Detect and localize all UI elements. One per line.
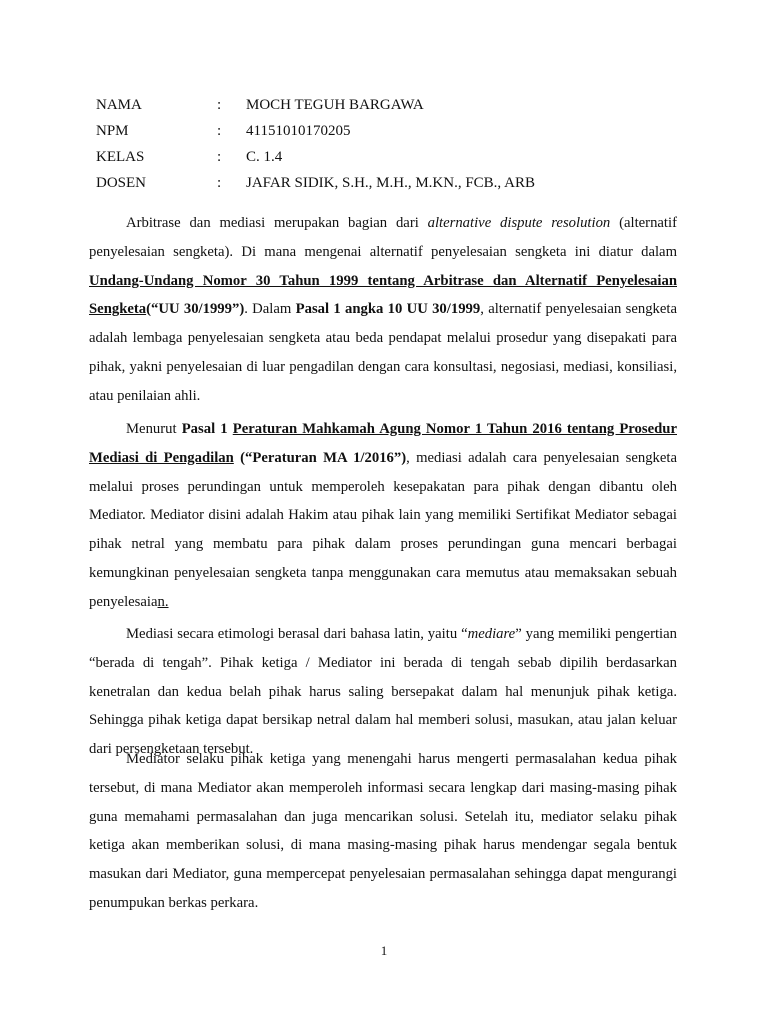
paragraph-etimologi xyxy=(89,620,677,764)
info-row-nama xyxy=(96,92,686,118)
paragraph-mediator-role xyxy=(89,745,677,918)
info-value: MOCH TEGUH BARGAWA xyxy=(246,97,424,113)
regulation-abbreviation: (“Peraturan MA 1/2016”) xyxy=(240,449,407,466)
body-text: . Dalam xyxy=(244,301,296,318)
article-reference: Pasal 1 xyxy=(181,421,228,437)
info-colon: : xyxy=(217,123,222,139)
body-text: Arbitrase dan mediasi merupakan bagian dari xyxy=(126,215,428,231)
italic-term: alternative dispute resolution xyxy=(427,215,611,231)
body-text: Mediasi secara etimologi berasal dari bahasa latin, yaitu “ xyxy=(126,626,468,642)
info-label: DOSEN xyxy=(96,175,147,191)
info-value: C. 1.4 xyxy=(246,149,283,165)
page-number: 1 xyxy=(380,943,388,958)
law-abbreviation: (“UU 30/1999”) xyxy=(146,301,245,318)
law-title: Undang-Undang Nomor 30 Tahun 1999 tentang Arbitrase dan Alternatif Penyelesaian Sengketa xyxy=(89,272,677,318)
info-colon: : xyxy=(217,149,222,165)
article-reference: Pasal 1 angka 10 UU 30/1999 xyxy=(295,301,481,318)
body-text: (alternatif penyelesaian sengketa). Di mana mengenai alternatif penyelesaian sengketa ini diatur dalam xyxy=(89,215,677,260)
info-colon: : xyxy=(217,175,222,191)
info-label: NAMA xyxy=(96,97,142,113)
info-value: 41151010170205 xyxy=(246,123,351,139)
info-label: NPM xyxy=(96,123,129,139)
info-row-npm xyxy=(96,118,686,144)
body-text: ” yang memiliki pengertian “berada di tengah”. Pihak ketiga / Mediator ini berada di tengah sebab dipilih berdasarkan kenetralan dan kedua belah pihak harus saling bersepakat dalam hal menunjuk pihak ketiga. Sehingga pihak ketiga dapat bersikap netral dalam hal memberi solusi, masukan, atau jalan keluar dari persengketaan tersebut. xyxy=(89,626,677,758)
info-value: JAFAR SIDIK, S.H., M.H., M.KN., FCB., ARB xyxy=(246,175,535,191)
info-row-kelas xyxy=(96,144,686,170)
body-text: , mediasi adalah cara penyelesaian sengketa melalui proses perundingan untuk memperoleh kesepakatan para pihak dengan dibantu oleh Mediator. Mediator disini adalah Hakim atau pihak lain yang memiliki Sertifikat Mediator sebagai pihak netral yang membatu para pihak dalam proses perundingan guna mencari berbagai kemungkinan penyelesaian sengketa tanpa menggunakan cara memutus atau memaksakan sebuah penyelesaia xyxy=(89,449,678,610)
info-label: KELAS xyxy=(96,149,145,165)
info-colon: : xyxy=(217,97,222,113)
italic-term: mediare xyxy=(467,626,516,642)
body-text: Menurut xyxy=(126,421,182,437)
paragraph-mediasi-definition xyxy=(89,415,677,617)
underlined-ending: n. xyxy=(157,593,169,610)
paragraph-arbitrase xyxy=(89,209,677,411)
info-row-dosen xyxy=(96,170,686,196)
body-text: , alternatif penyelesaian sengketa adalah lembaga penyelesaian sengketa atau beda pendapat melalui prosedur yang disepakati para pihak, yakni penyelesaian di luar pengadilan dengan cara konsultasi, negosiasi, mediasi, konsiliasi, atau penilaian ahli. xyxy=(89,301,677,404)
regulation-title: Peraturan Mahkamah Agung Nomor 1 Tahun 2016 tentang Prosedur Mediasi di Pengadilan xyxy=(89,421,677,466)
body-text: Mediator selaku pihak ketiga yang menengahi harus mengerti permasalahan kedua pihak tersebut, di mana Mediator akan memperoleh informasi secara lengkap dari masing-masing pihak guna memahami permasalahan dan juga mencarikan solusi. Setelah itu, mediator selaku pihak ketiga akan memberikan solusi, di mana masing-masing pihak harus mendengar segala bentuk masukan dari Mediator, guna mempercepat penyelesaian permasalahan sehingga dapat mengurangi penumpukan berkas perkara. xyxy=(89,751,677,911)
student-info-table xyxy=(96,92,686,196)
